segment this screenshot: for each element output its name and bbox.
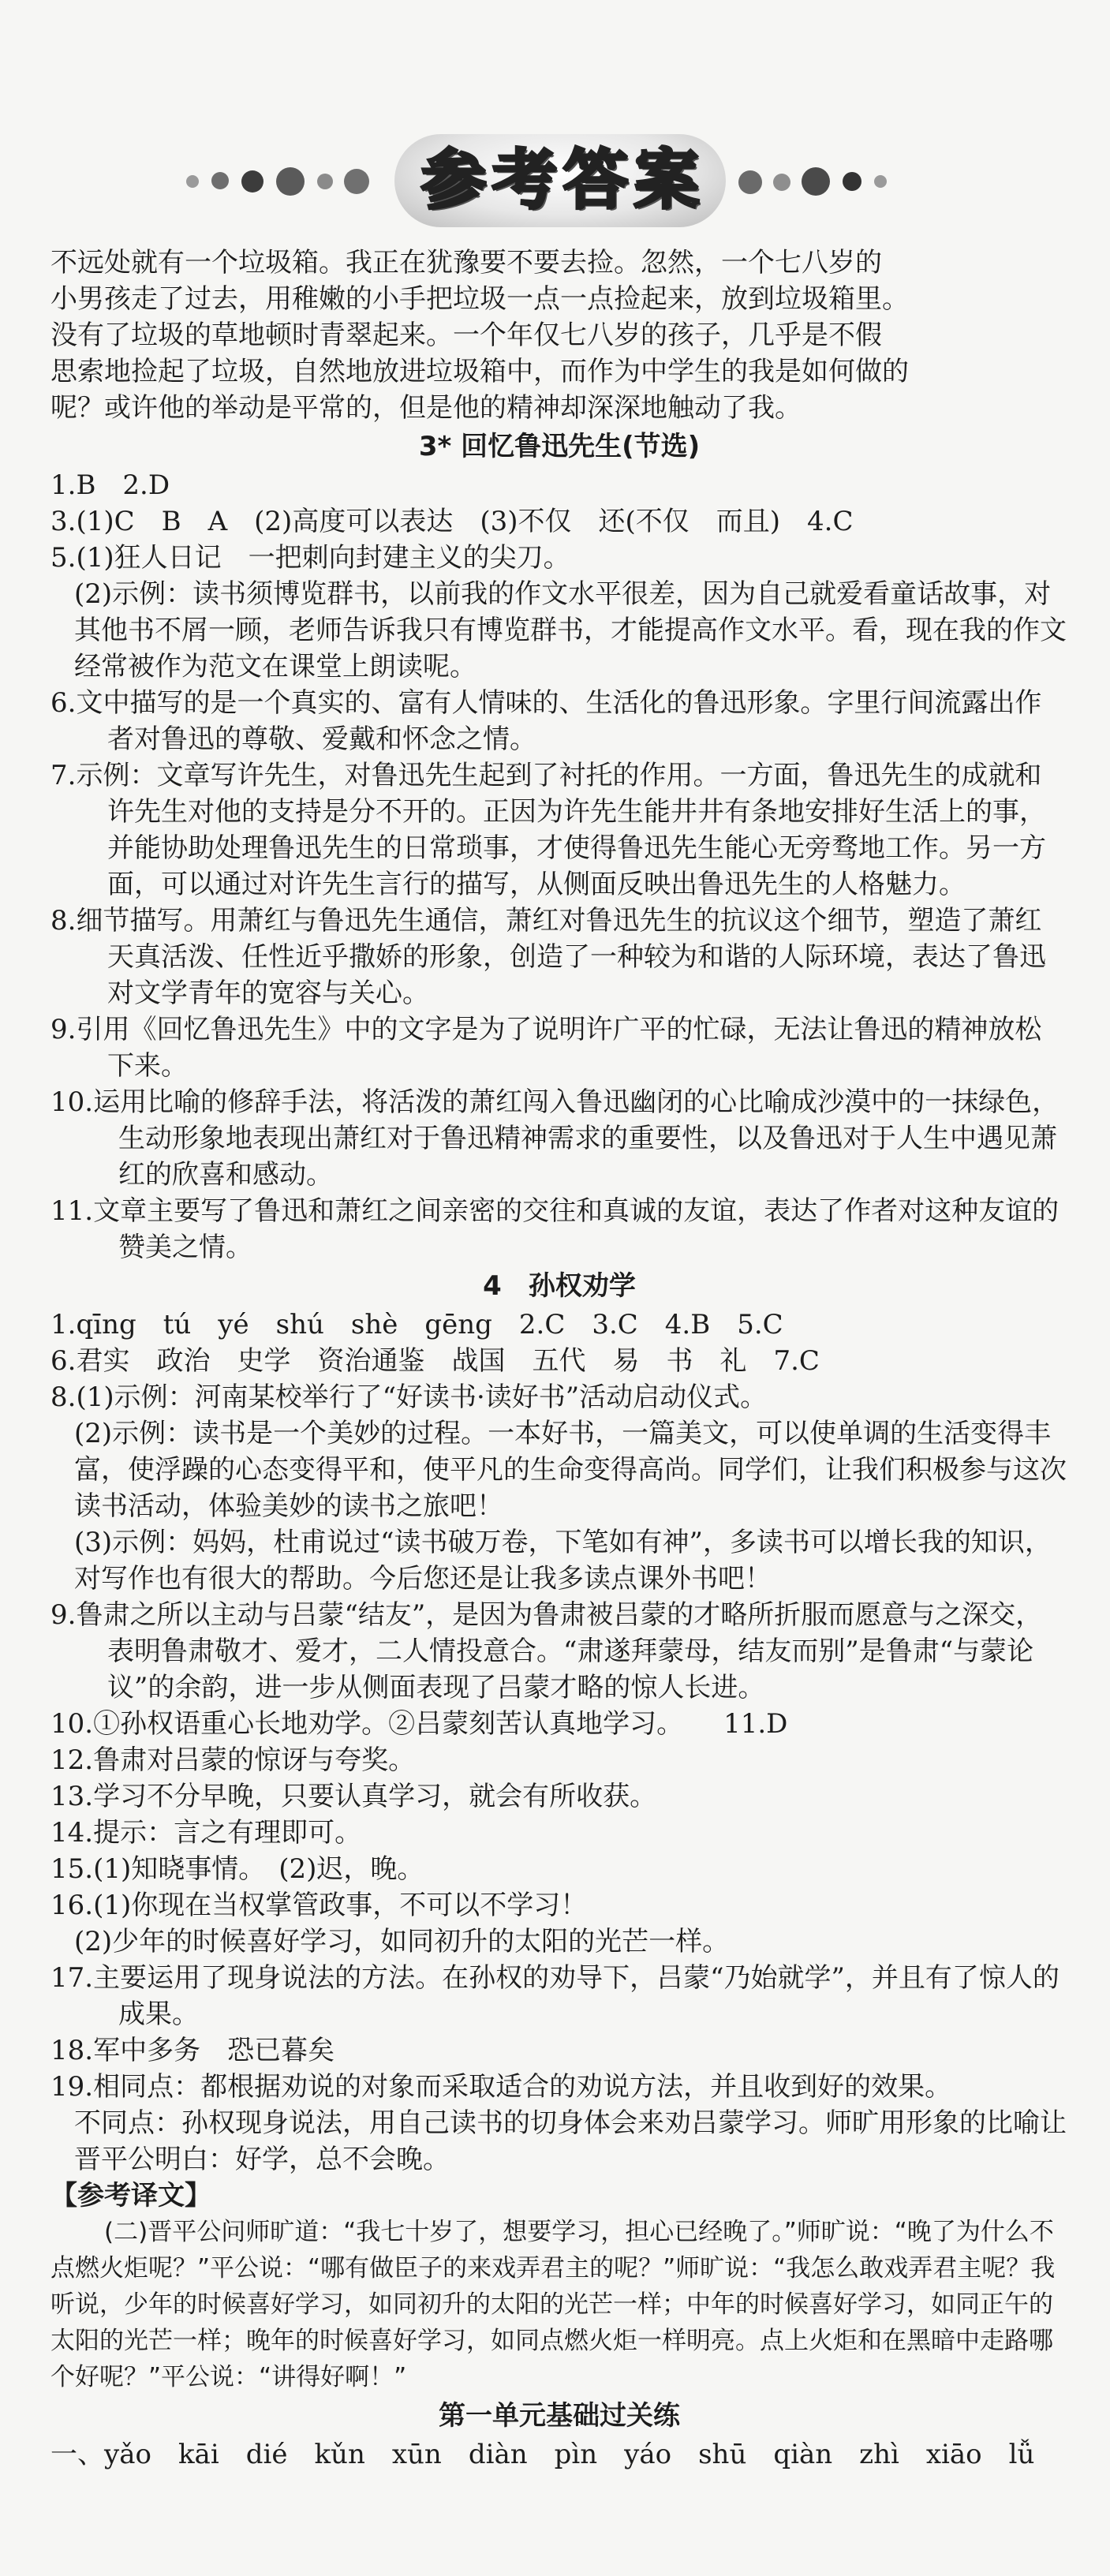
answer-item: 14.提示：言之有理即可。 [50,1817,362,1849]
answer-item: 16.(1)你现在当权掌管政事，不可以不学习！ [50,1890,588,1921]
unit-review-line: 一、yǎo kāi dié kǔn xūn diàn pìn yáo shū qiàn zhì xiāo lǚ [50,2439,1035,2470]
answer-item: 3.(1)C B A (2)高度可以表达 (3)不仅 还(不仅 而且) 4.C [50,506,854,537]
answer-content [50,245,1068,2473]
section-title: 3* 回忆鲁迅先生(节选) [418,431,701,462]
answer-item: (2)少年的时候喜好学习，如同初升的太阳的光芒一样。 [74,1926,730,1957]
answer-item: (2)示例：读书须博览群书，以前我的作文水平很差，因为自己就爱看童话故事，对其他书不屑一顾，老师告诉我只有博览群书，才能提高作文水平。看，现在我的作文经常被作为范文在课堂上朗读呢。 [74,578,1067,682]
intro-line: 没有了垃圾的草地顿时青翠起来。一个年仅七八岁的孩子，几乎是不假 [50,320,882,351]
answer-item: 13.学习不分早晚，只要认真学习，就会有所收获。 [50,1781,657,1812]
answer-item: 17.主要运用了现身说法的方法。在孙权的劝导下，吕蒙“乃始就学”，并且有了惊人的成果。 [50,1962,1060,2030]
answer-item: 7.示例：文章写许先生，对鲁迅先生起到了衬托的作用。一方面，鲁迅先生的成就和许先生对他的支持是分不开的。正因为许先生能井井有条地安排好生活上的事，并能协助处理鲁迅先生的日常琐事，才使得鲁迅先生能心无旁骛地工作。另一方面，可以通过对许先生言行的描写，从侧面反映出鲁迅先生的人格魅力。 [50,760,1046,900]
translation-block [50,2214,1068,2395]
decorative-dot [802,167,830,196]
decorative-dot [317,174,333,189]
answer-item: 8.细节描写。用萧红与鲁迅先生通信，萧红对鲁迅先生的抗议这个细节，塑造了萧红天真活泼、任性近乎撒娇的形象，创造了一种较为和谐的人际环境，表达了鲁迅对文学青年的宽容与关心。 [50,905,1046,1009]
translation-heading: 【参考译文】 [50,2180,211,2211]
intro-line: 不远处就有一个垃圾箱。我正在犹豫要不要去捡。忽然，一个七八岁的 [50,247,882,279]
answer-item: (2)示例：读书是一个美妙的过程。一本好书，一篇美文，可以使单调的生活变得丰富，使浮躁的心态变得平和，使平凡的生命变得高尚。同学们，让我们积极参与这次读书活动，体验美妙的读书之旅吧！ [74,1418,1067,1522]
answer-item: 6.文中描写的是一个真实的、富有人情味的、生活化的鲁迅形象。字里行间流露出作者对鲁迅的尊敬、爱戴和怀念之情。 [50,687,1042,755]
decorative-dot [773,174,790,191]
answer-item: 18.军中多务 恐已暮矣 [50,2035,335,2066]
title-char: 参 [420,143,486,218]
answer-item: 9.鲁肃之所以主动与吕蒙“结友”，是因为鲁肃被吕蒙的才略所折服而愿意与之深交，表明鲁肃敬才、爱才，二人情投意合。“肃遂拜蒙母，结友而别”是鲁肃“与蒙论议”的余韵，进一步从侧面表现了吕蒙才略的惊人长进。 [50,1599,1043,1703]
answer-item: 5.(1)狂人日记 一把刺向封建主义的尖刀。 [50,542,570,574]
answer-item: 不同点：孙权现身说法，用自己读书的切身体会来劝吕蒙学习。师旷用形象的比喻让晋平公明白：好学，总不会晚。 [74,2107,1067,2175]
answer-item: 15.(1)知晓事情。 (2)迟，晚。 [50,1853,424,1885]
intro-line: 思索地捡起了垃圾，自然地放进垃圾箱中，而作为中学生的我是如何做的 [50,356,909,387]
decorative-dot [738,170,762,194]
answer-item: 12.鲁肃对吕蒙的惊讶与夸奖。 [50,1744,416,1776]
answer-item: 10.运用比喻的修辞手法，将活泼的萧红闯入鲁迅幽闭的心比喻成沙漠中的一抹绿色，生动形象地表现出萧红对于鲁迅精神需求的重要性，以及鲁迅对于人生中遇见萧红的欣喜和感动。 [50,1086,1060,1191]
decorative-dot [186,175,199,188]
answer-item: 1.qīng tú yé shú shè gēng 2.C 3.C 4.B 5.C [50,1309,783,1340]
title-char: 案 [634,143,700,218]
answer-item: 6.君实 政治 史学 资治通鉴 战国 五代 易 书 礼 7.C [50,1345,820,1377]
decorative-dot [843,172,861,191]
answer-item: 9.引用《回忆鲁迅先生》中的文字是为了说明许广平的忙碌，无法让鲁迅的精神放松下来。 [50,1014,1042,1082]
section-title: 4 孙权劝学 [483,1270,636,1302]
decorative-dot [211,172,229,189]
title-char: 考 [491,143,557,218]
title-char: 答 [563,143,629,218]
answer-header [0,118,1110,237]
decorative-dot [276,167,305,196]
answer-item: 11.文章主要写了鲁迅和萧红之间亲密的交往和真诚的友谊，表达了作者对这种友谊的赞美之情。 [50,1195,1060,1263]
decorative-dot [241,170,263,193]
decorative-dot [344,169,369,194]
answer-item: 8.(1)示例：河南某校举行了“好读书·读好书”活动启动仪式。 [50,1381,768,1413]
answer-item: 10.①孙权语重心长地劝学。②吕蒙刻苦认真地学习。 11.D [50,1708,788,1740]
answer-item: 1.B 2.D [50,469,170,501]
intro-line: 小男孩走了过去，用稚嫩的小手把垃圾一点一点捡起来，放到垃圾箱里。 [50,283,909,315]
translation-text: (二)晋平公问师旷道：“我七十岁了，想要学习，担心已经晚了。”师旷说：“晚了为什么不点燃火炬呢？”平公说：“哪有做臣子的来戏弄君主的呢？”师旷说：“我怎么敢戏弄君主呢？我听说，少年的时候喜好学习，如同初升的太阳的光芒一样；中年的时候喜好学习，如同正午的太阳的光芒一样；晚年的时候喜好学习，如同点燃火炬一样明亮。点上火炬和在黑暗中走路哪个好呢？”平公说：“讲得好啊！” [50,2218,1056,2391]
answer-item: 19.相同点：都根据劝说的对象而采取适合的劝说方法，并且收到好的效果。 [50,2071,952,2103]
intro-line: 呢？或许他的举动是平常的，但是他的精神却深深地触动了我。 [50,392,802,424]
decorative-dot [874,175,887,188]
title-banner [394,134,726,227]
answer-item: (3)示例：妈妈，杜甫说过“读书破万卷，下笔如有神”，多读书可以增长我的知识，对写作也有很大的帮助。今后您还是让我多读点课外书吧！ [74,1527,1052,1595]
unit-review-title: 第一单元基础过关练 [439,2400,680,2432]
